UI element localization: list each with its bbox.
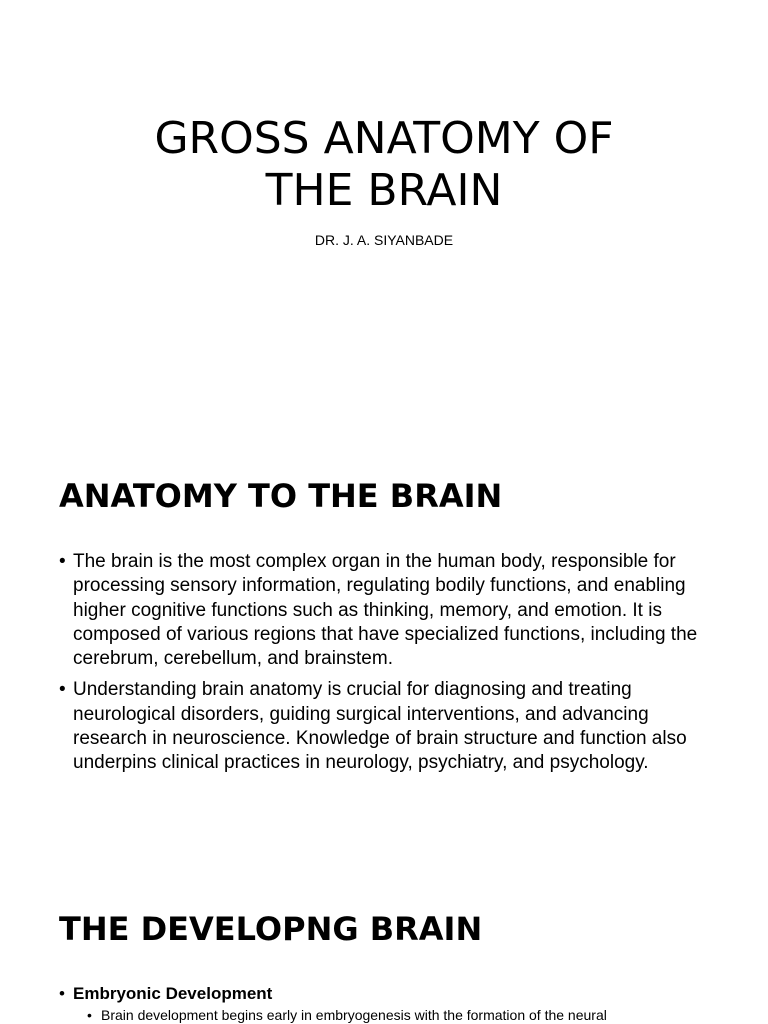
bullet-icon: • — [59, 551, 66, 572]
sub-bullet-item — [87, 1006, 709, 1024]
bullet-item — [59, 678, 709, 775]
bullet-heading: Embryonic Development — [73, 984, 273, 1003]
sub-bullet-list — [73, 1006, 709, 1024]
bullet-icon: • — [59, 679, 66, 701]
presentation-title — [0, 113, 768, 217]
title-slide — [0, 0, 768, 290]
title-line-1: GROSS ANATOMY OF — [154, 113, 614, 164]
author-name: DR. J. A. SIYANBADE — [314, 232, 454, 248]
bullet-icon: • — [59, 984, 65, 1003]
bullet-item — [59, 550, 709, 671]
bullet-text: The brain is the most complex organ in the human body, responsible for processing sensory information, regulating bodily functions, and enabling higher cognitive functions such as thinking, memory, and emotion. It is composed of various regions that have specialized functions, including the cerebrum, cerebellum, and brainstem. — [73, 551, 698, 670]
bullet-text: Understanding brain anatomy is crucial for diagnosing and treating neurological disorders, guiding surgical interventions, and advancing research in neuroscience. Knowledge of brain structure and function also underpins clinical practices in neurology, psychiatry, and psychology. — [73, 679, 687, 774]
bullet-item — [59, 983, 709, 1024]
anatomy-bullet-list — [59, 550, 709, 776]
slide-heading-anatomy: ANATOMY TO THE BRAIN — [59, 477, 503, 515]
sub-bullet-text: Brain development begins early in embryogenesis with the formation of the neural — [101, 1007, 607, 1023]
developing-bullet-list — [59, 983, 709, 1024]
sub-bullet-icon: • — [87, 1007, 92, 1023]
title-line-2: THE BRAIN — [265, 165, 503, 216]
slide-heading-developing: THE DEVELOPNG BRAIN — [59, 910, 483, 948]
